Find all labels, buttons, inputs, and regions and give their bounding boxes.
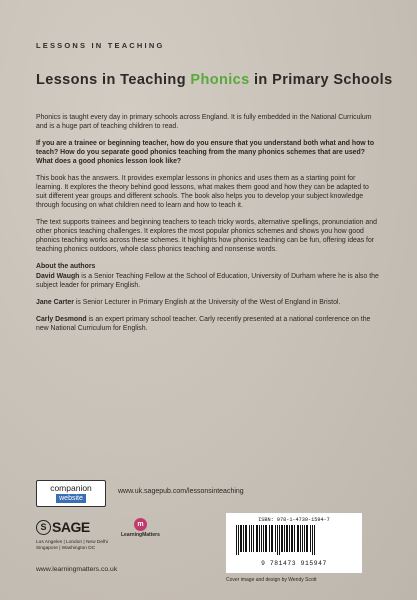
companion-website-badge xyxy=(36,480,106,507)
author-entry xyxy=(36,315,381,333)
barcode xyxy=(232,525,356,555)
sage-icon: S xyxy=(36,520,51,535)
title-part-1: Lessons in Teaching xyxy=(36,72,191,88)
author-name: David Waugh xyxy=(36,273,80,280)
publisher-cities: Los Angeles | London | New Delhi Singapore | Washington DC xyxy=(36,540,108,551)
learning-matters-wordmark: LearningMatters xyxy=(121,532,160,538)
author-entry xyxy=(36,298,381,307)
author-bio: is a Senior Teaching Fellow at the School of Education, University of Durham where he is also the subject leader for primary English. xyxy=(36,273,379,289)
sage-logo xyxy=(36,519,90,535)
title-accent: Phonics xyxy=(190,72,250,88)
isbn-label: ISBN: 978-1-4739-1594-7 xyxy=(258,517,330,523)
blurb-paragraph-1: Phonics is taught every day in primary schools across England. It is fully embedded in the National Curriculum and is a huge part of teaching children to read. xyxy=(36,114,372,130)
barcode-panel xyxy=(226,513,362,573)
about-authors-heading: About the authors xyxy=(36,263,96,270)
book-title xyxy=(36,72,393,88)
author-bio: is an expert primary school teacher. Carly recently presented at a national conference on the new National Curriculum for English. xyxy=(36,316,371,332)
learning-matters-url: www.learningmatters.co.uk xyxy=(36,566,118,573)
blurb-paragraph-2: If you are a trainee or beginning teacher, how do you ensure that you understand both what and how to teach? How do you separate good phonics teaching from the many phonics schemes that are used? What does a good phonics lesson look like? xyxy=(36,140,375,165)
learning-matters-logo xyxy=(121,518,160,538)
companion-label: companion xyxy=(50,483,92,493)
blurb xyxy=(36,113,381,341)
website-label: website xyxy=(56,494,86,503)
title-part-2: in Primary Schools xyxy=(249,72,393,88)
author-bio: is Senior Lecturer in Primary English at the University of the West of England in Bristol. xyxy=(73,299,341,306)
learning-matters-icon: m xyxy=(134,518,147,531)
barcode-number: 9 781473 915947 xyxy=(261,560,327,567)
author-name: Carly Desmond xyxy=(36,316,87,323)
blurb-paragraph-4: The text supports trainees and beginning teachers to teach tricky words, alternative spellings, pronunciation and other phonics teaching challenges. It explores the most popular phonics schemes and shows you how good phonics teaching works across these schemes. It highlights how phonics teaching can be fun, offering ideas for teaching phonics outdoors, whole class phonics teaching and nonsense words. xyxy=(36,219,377,253)
sage-wordmark: SAGE xyxy=(52,519,90,535)
series-label: LESSONS IN TEACHING xyxy=(36,41,165,50)
blurb-paragraph-3: This book has the answers. It provides exemplar lessons in phonics and uses them as a starting point for learning. It explores the theory behind good lessons, what makes them good and how they can be adapted to suit different year groups and different schools. The book also helps you to develop your subject knowledge through focusing on what children need to learn and how to teach it. xyxy=(36,175,369,209)
author-entry xyxy=(36,272,381,290)
author-name: Jane Carter xyxy=(36,299,74,306)
companion-url: www.uk.sagepub.com/lessonsinteaching xyxy=(118,488,244,495)
cover-credit: Cover image and design by Wendy Scott xyxy=(226,577,317,583)
